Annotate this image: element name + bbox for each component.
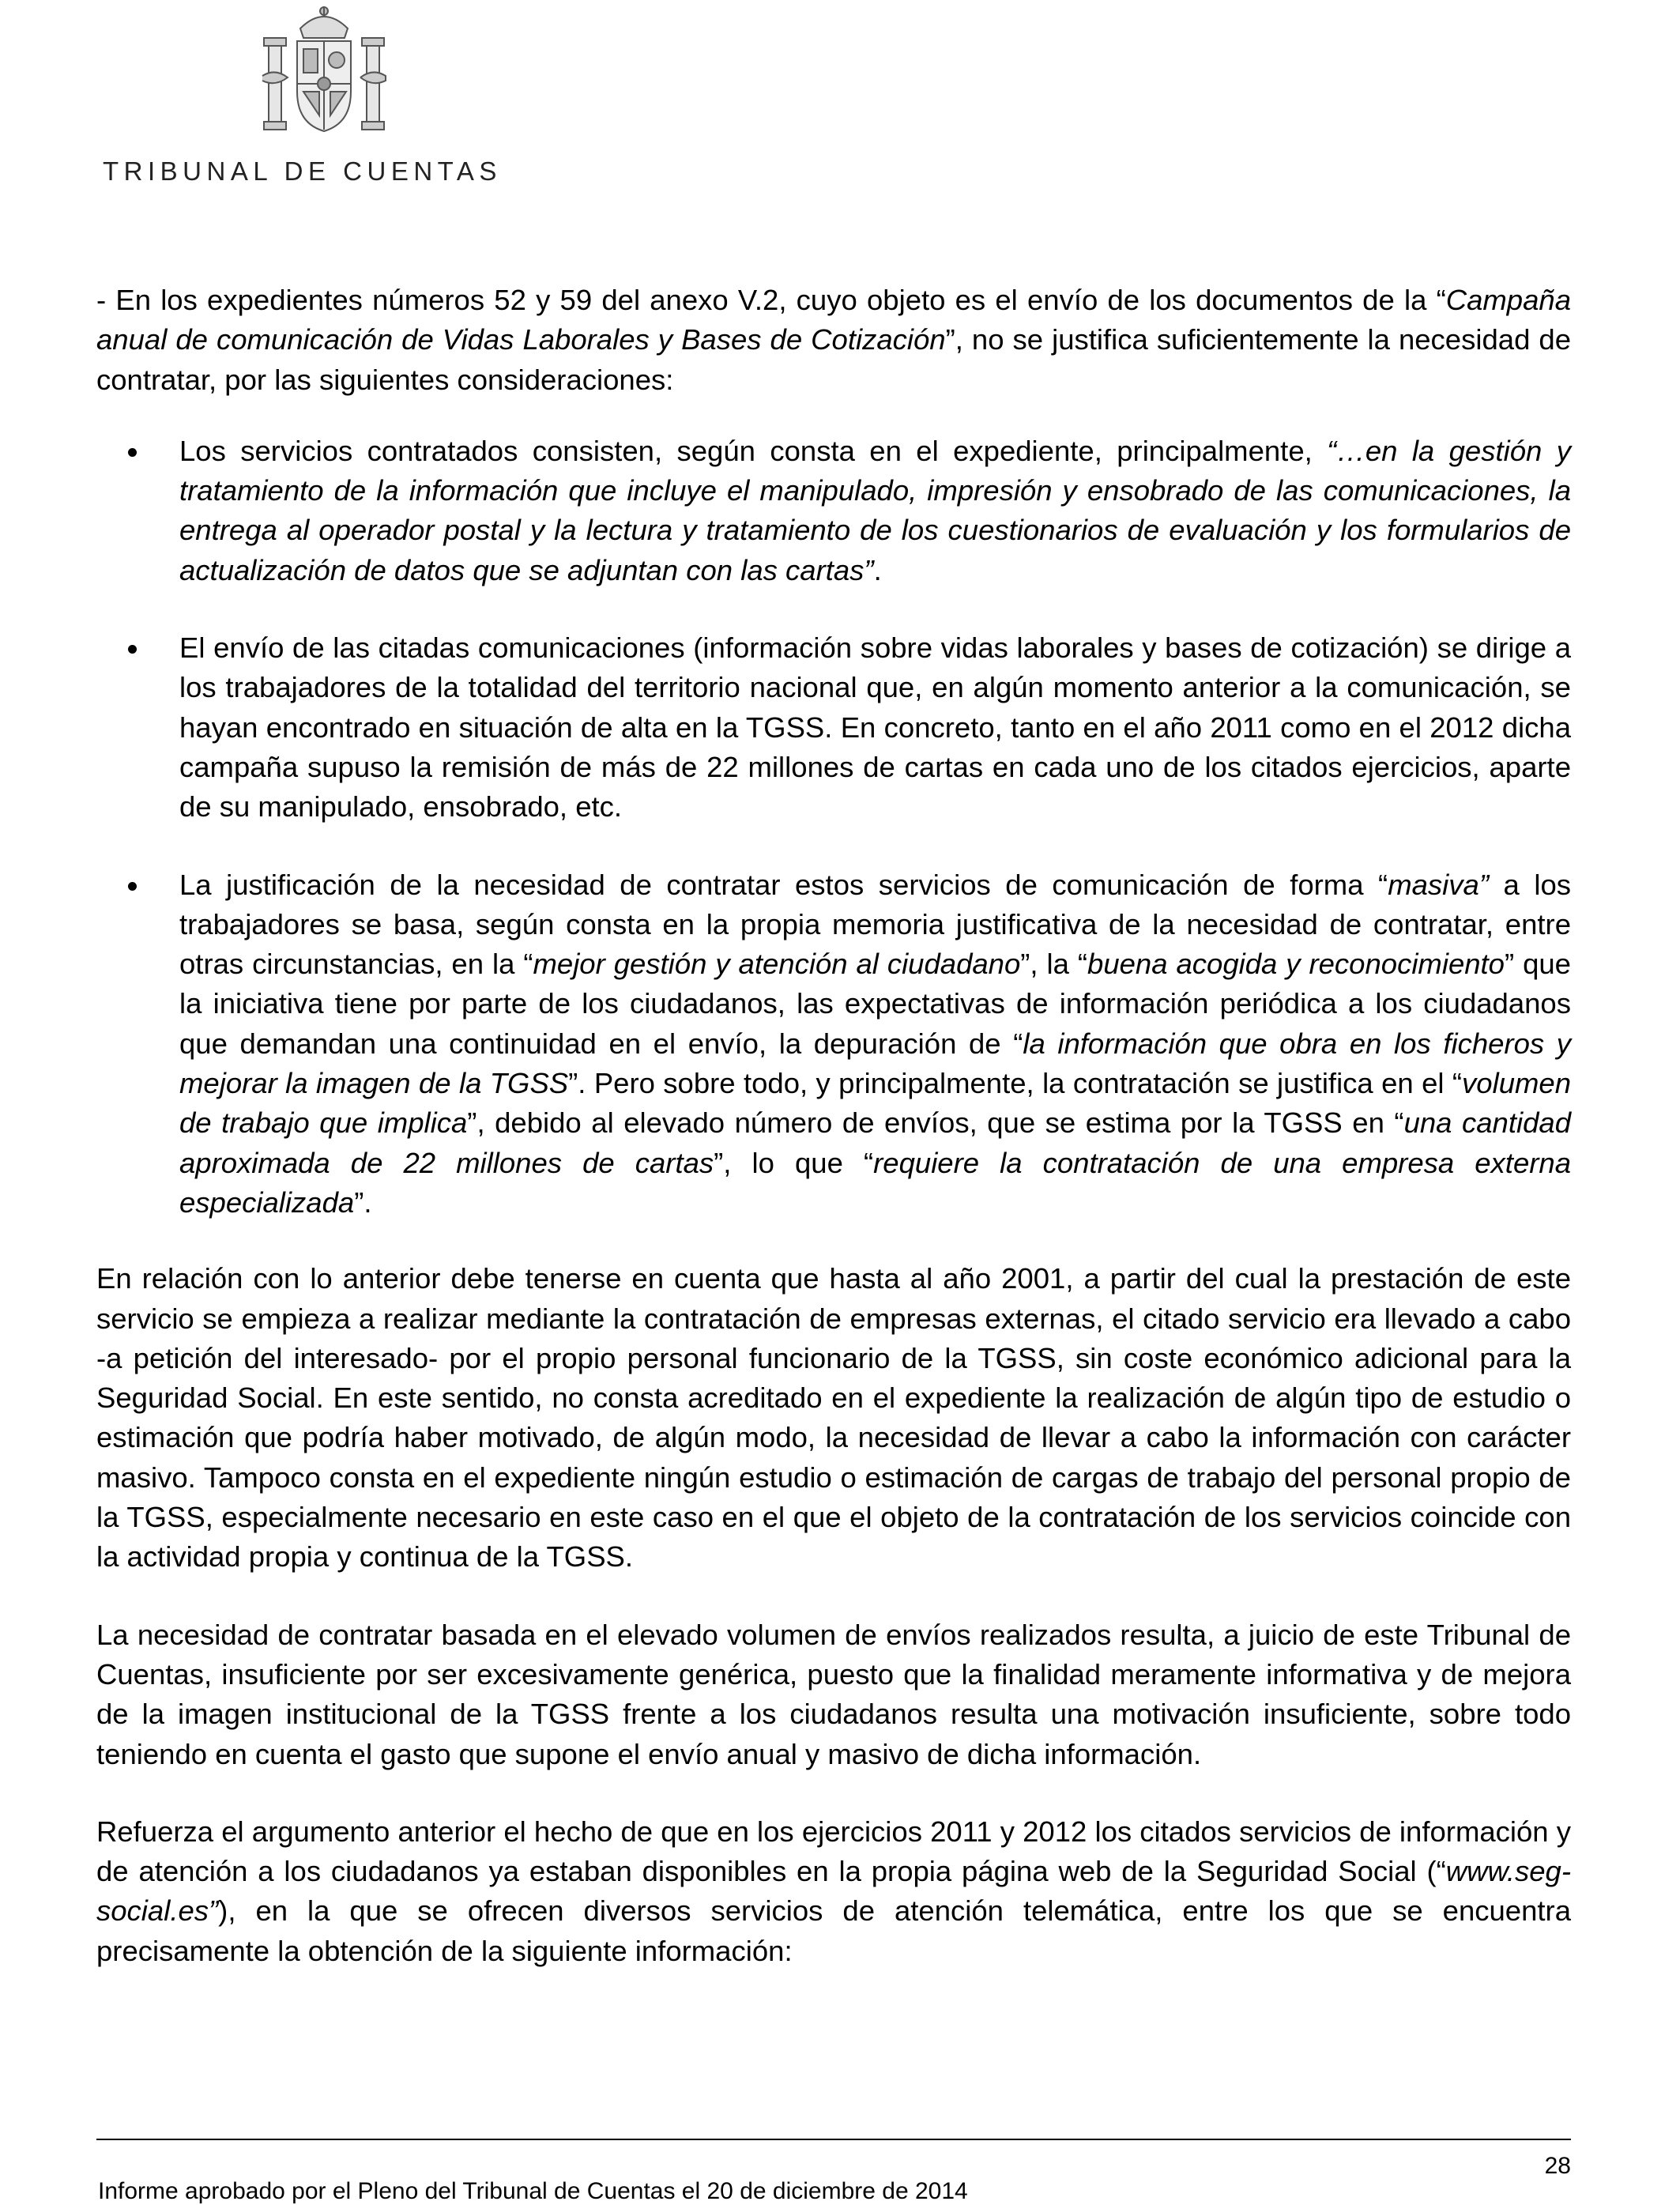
intro-paragraph: - En los expedientes números 52 y 59 del anexo V.2, cuyo objeto es el envío de los documentos de la “Campaña anual de comunicación de Vidas Laborales y Bases de Cotización”, no se justifica suficientemente la necesidad de contratar, por las siguientes consideraciones: — [96, 284, 1571, 396]
document-header — [95, 0, 553, 190]
bullet-icon — [128, 882, 137, 891]
list-item: Los servicios contratados consisten, según consta en el expediente, principalmente, “…en la gestión y tratamiento de la información que incluye el manipulado, impresión y ensobrado de las comunicaciones, la entrega al operador postal y la lectura y tratamiento de los cuestionarios de evaluación y los formularios de actualización de datos que se adjuntan con las cartas”. — [96, 432, 1571, 590]
page-number: 28 — [1544, 2153, 1571, 2179]
royal-coat-of-arms-icon — [253, 5, 395, 139]
body-paragraph: En relación con lo anterior debe tenerse en cuenta que hasta al año 2001, a partir del cual la prestación de este servicio se empieza a realizar mediante la contratación de empresas externas, el citado servicio era llevado a cabo -a petición del interesado- por el propio personal funcionario de la TGSS, sin coste económico adicional para la Seguridad Social. En este sentido, no consta acreditado en el expediente la realización de algún tipo de estudio o estimación que podría haber motivado, de algún modo, la necesidad de llevar a cabo la información con carácter masivo. Tampoco consta en el expediente ningún estudio o estimación de cargas de trabajo del personal propio de la TGSS, especialmente necesario en este caso en el que el objeto de la contratación de los servicios coincide con la actividad propia y continua de la TGSS. — [96, 1262, 1571, 1574]
bullet-icon — [128, 448, 137, 457]
body-paragraph: Refuerza el argumento anterior el hecho de que en los ejercicios 2011 y 2012 los citados servicios de información y de atención a los ciudadanos ya estaban disponibles en la propia página web de la Seguridad Social (“www.seg-social.es”), en la que se ofrecen diversos servicios de atención telemática, entre los que se encuentra precisamente la obtención de la siguiente información: — [96, 1815, 1571, 1967]
document-body — [96, 281, 1571, 2009]
organization-name: TRIBUNAL DE CUENTAS — [103, 156, 502, 186]
considerations-list — [96, 432, 1571, 1223]
bullet-icon — [128, 645, 137, 654]
body-paragraph: La necesidad de contratar basada en el elevado volumen de envíos realizados resulta, a juicio de este Tribunal de Cuentas, insuficiente por ser excesivamente genérica, puesto que la finalidad meramente informativa y de mejora de la imagen institucional de la TGSS frente a los ciudadanos resulta una motivación insuficiente, sobre todo teniendo en cuenta el gasto que supone el envío anual y masivo de dicha información. — [96, 1618, 1571, 1770]
footer-divider — [96, 2139, 1571, 2140]
list-item: El envío de las citadas comunicaciones (información sobre vidas laborales y bases de cotización) se dirige a los trabajadores de la totalidad del territorio nacional que, en algún momento anterior a la comunicación, se hayan encontrado en situación de alta en la TGSS. En concreto, tanto en el año 2011 como en el 2012 dicha campaña supuso la remisión de más de 22 millones de cartas en cada uno de los citados ejercicios, aparte de su manipulado, ensobrado, etc. — [96, 628, 1571, 827]
footer-text: Informe aprobado por el Pleno del Tribunal de Cuentas el 20 de diciembre de 2014 — [98, 2178, 968, 2204]
list-item: La justificación de la necesidad de contratar estos servicios de comunicación de forma “masiva” a los trabajadores se basa, según consta en la propia memoria justificativa de la necesidad de contratar, entre otras circunstancias, en la “mejor gestión y atención al ciudadano”, la “buena acogida y reconocimiento” que la iniciativa tiene por parte de los ciudadanos, las expectativas de información periódica a los ciudadanos que demandan una continuidad en el envío, la depuración de “la información que obra en los ficheros y mejorar la imagen de la TGSS”. Pero sobre todo, y principalmente, la contratación se justifica en el “volumen de trabajo que implica”, debido al elevado número de envíos, que se estima por la TGSS en “una cantidad aproximada de 22 millones de cartas”, lo que “requiere la contratación de una empresa externa especializada”. — [96, 865, 1571, 1223]
